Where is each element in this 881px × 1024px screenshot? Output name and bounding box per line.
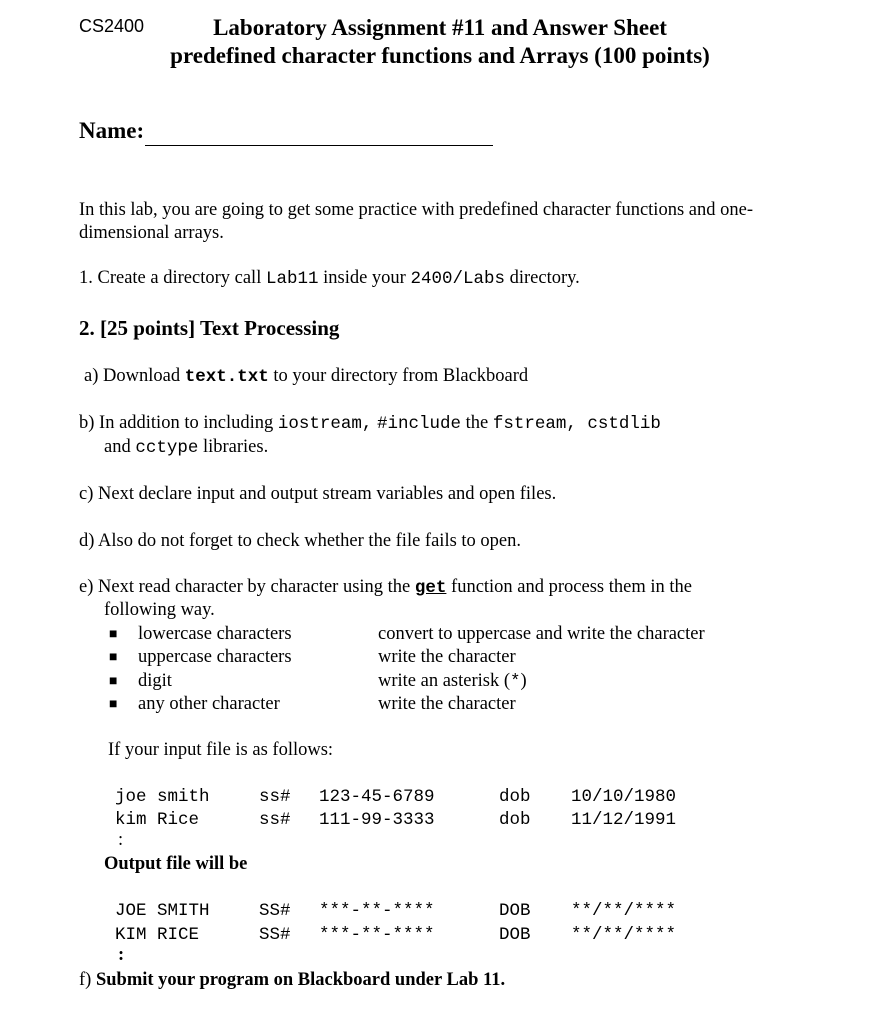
output-cell: JOE SMITH — [115, 901, 210, 921]
output-cell: **/**/**** — [571, 925, 677, 945]
input-cell: kim Rice — [115, 810, 200, 830]
output-intro: Output file will be — [104, 854, 248, 874]
section-2-heading: 2. [25 points] Text Processing — [79, 316, 340, 340]
bullet-square: ■ — [109, 674, 118, 689]
input-intro: If your input file is as follows: — [108, 740, 334, 760]
step-f: f) Submit your program on Blackboard under Lab 11. — [79, 970, 506, 990]
input-cell: dob — [499, 810, 531, 830]
input-cell: 123-45-6789 — [319, 787, 435, 807]
input-cell: dob — [499, 787, 531, 807]
title-line-2: predefined character functions and Arrays (100 points) — [170, 43, 710, 68]
title-line-1: Laboratory Assignment #11 and Answer Sheet — [213, 15, 667, 40]
bullet-square: ■ — [109, 697, 118, 712]
dir-path: 2400/Labs — [410, 269, 505, 289]
bullet-left: lowercase characters — [138, 624, 292, 644]
input-cell: 11/12/1991 — [571, 810, 677, 830]
step-1: 1. Create a directory call Lab11 inside your 2400/Labs directory. — [79, 268, 580, 289]
name-label: Name: — [79, 118, 145, 143]
step-e-line-2: following way. — [104, 600, 215, 620]
intro-paragraph: In this lab, you are going to get some practice with predefined character functions and one-dimensional arrays. — [79, 200, 753, 243]
input-cell: ss# — [259, 810, 291, 830]
output-cell: KIM RICE — [115, 925, 200, 945]
bullet-right: convert to uppercase and write the character — [378, 624, 705, 644]
dir-name: Lab11 — [265, 269, 319, 289]
step-e: e) Next read character by character using the get function and process them in the — [79, 577, 692, 598]
bullet-square: ■ — [109, 650, 118, 665]
output-cell: **/**/**** — [571, 901, 677, 921]
step-d: d) Also do not forget to check whether the file fails to open. — [79, 531, 522, 551]
bullet-left: any other character — [138, 694, 280, 714]
step-b-line-2: and cctype libraries. — [104, 437, 269, 458]
file-name: text.txt — [184, 367, 269, 387]
bullet-left: digit — [138, 671, 172, 691]
input-cell: 111-99-3333 — [319, 810, 435, 830]
course-code: CS2400 — [79, 16, 145, 36]
input-cell: joe smith — [115, 787, 210, 807]
step-c: c) Next declare input and output stream variables and open files. — [79, 484, 557, 504]
output-cell: ***-**-**** — [319, 901, 435, 921]
bullet-right: write the character — [378, 694, 516, 714]
get-function: get — [414, 578, 447, 598]
step-a: a) Download text.txt to your directory from Blackboard — [84, 366, 529, 387]
step-1-number: 1. — [79, 268, 93, 288]
bullet-left: uppercase characters — [138, 647, 292, 667]
output-cell: DOB — [499, 925, 531, 945]
bullet-right: write the character — [378, 647, 516, 667]
bullet-square: ■ — [109, 627, 118, 642]
input-cell: 10/10/1980 — [571, 787, 677, 807]
input-cell: ss# — [259, 787, 291, 807]
output-cell: ***-**-**** — [319, 925, 435, 945]
continuation-colon: : — [118, 945, 125, 965]
step-b: b) In addition to including iostream, #include the fstream, cstdlib — [79, 413, 661, 434]
output-cell: SS# — [259, 901, 291, 921]
page-title — [160, 14, 720, 70]
output-cell: DOB — [499, 901, 531, 921]
continuation-colon: : — [118, 830, 124, 850]
bullet-right: write an asterisk (*) — [378, 671, 527, 692]
name-underline — [145, 145, 493, 146]
output-cell: SS# — [259, 925, 291, 945]
